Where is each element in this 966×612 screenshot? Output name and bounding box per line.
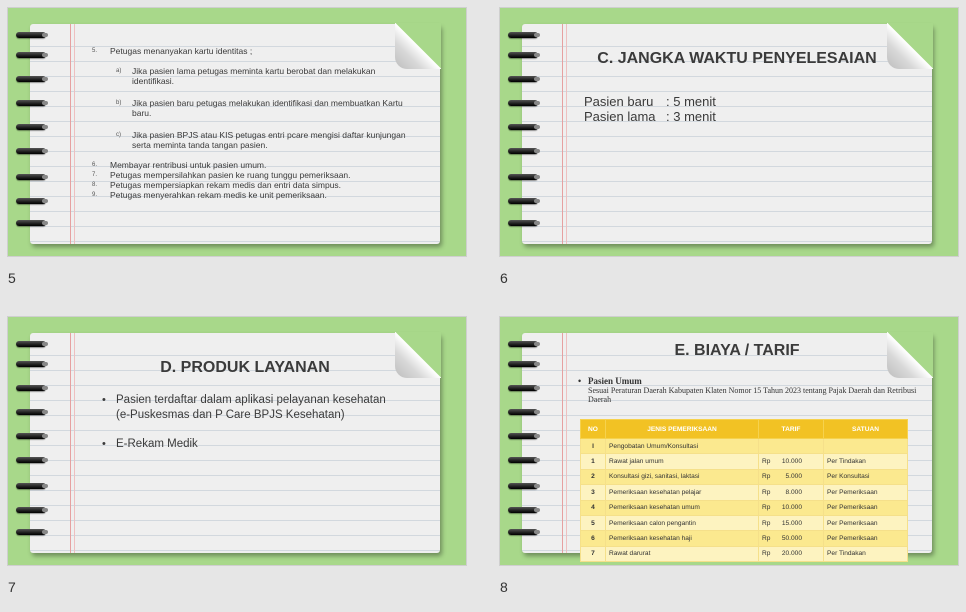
sub-item: b) Jika pasien baru petugas melakukan identifikasi dan membuatkan Kartu baru.	[116, 98, 403, 118]
table-cell: Pemeriksaan kesehatan pelajar	[606, 485, 759, 500]
table-cell: Per Pemeriksaan	[824, 531, 908, 546]
spiral-binding-icon	[16, 323, 50, 559]
table-row	[581, 531, 908, 546]
notebook-paper	[30, 24, 440, 244]
list-item: 6. Membayar rentribusi untuk pasien umum.	[92, 160, 267, 170]
table-cell: Pemeriksaan calon pengantin	[606, 515, 759, 530]
spiral-binding-icon	[16, 14, 50, 250]
tariff-amount: 8.000	[785, 488, 802, 496]
list-item: 5. Petugas menanyakan kartu identitas ;	[92, 46, 253, 56]
spiral-ring	[508, 385, 538, 391]
sub-item: a) Jika pasien lama petugas meminta kartu berobat dan melakukan identifikasi.	[116, 66, 376, 86]
table-cell	[759, 531, 824, 546]
table-cell: 6	[581, 531, 606, 546]
table-cell: Pemeriksaan kesehatan haji	[606, 531, 759, 546]
notebook-paper	[30, 333, 440, 553]
procedure-list	[86, 46, 416, 200]
spiral-ring	[16, 174, 46, 180]
duration-row: Pasien baru : 5 menit	[584, 94, 716, 109]
spiral-ring	[16, 457, 46, 463]
spiral-ring	[16, 409, 46, 415]
table-cell	[759, 546, 824, 561]
table-cell: Per Tindakan	[824, 454, 908, 469]
table-cell	[759, 469, 824, 484]
tariff-amount: 5.000	[785, 473, 802, 481]
table-cell: Per Pemeriksaan	[824, 515, 908, 530]
table-row	[581, 515, 908, 530]
tariff-amount: 10.000	[781, 458, 802, 466]
tariff-amount: 20.000	[781, 550, 802, 558]
regulation-note: Sesuai Peraturan Daerah Kabupaten Klaten Nomor 15 Tahun 2023 tentang Pajak Daerah dan Retribusi Daerah	[588, 386, 917, 404]
spiral-ring	[508, 76, 538, 82]
spiral-ring	[16, 529, 46, 535]
table-row	[581, 454, 908, 469]
spiral-ring	[508, 457, 538, 463]
margin-line	[74, 24, 75, 244]
list-item: 7. Petugas mempersilahkan pasien ke ruang tunggu pemeriksaan.	[92, 170, 351, 180]
duration-row: Pasien lama : 3 menit	[584, 109, 716, 124]
table-cell: Rawat jalan umum	[606, 454, 759, 469]
table-cell: 3	[581, 485, 606, 500]
table-cell: I	[581, 439, 606, 454]
slide-thumbnail-6[interactable]	[500, 8, 958, 256]
currency-label: Rp	[762, 504, 771, 512]
spiral-ring	[16, 100, 46, 106]
spiral-ring	[508, 341, 538, 347]
table-body	[581, 439, 908, 562]
spiral-ring	[16, 220, 46, 226]
spiral-ring	[16, 52, 46, 58]
spiral-ring	[16, 385, 46, 391]
slide-thumbnail-8[interactable]	[500, 317, 958, 565]
currency-label: Rp	[762, 535, 771, 543]
table-cell: 5	[581, 515, 606, 530]
spiral-ring	[508, 198, 538, 204]
table-cell: 4	[581, 500, 606, 515]
list-item: 9. Petugas menyerahkan rekam medis ke unit pemeriksaan.	[92, 190, 327, 200]
spiral-ring	[16, 76, 46, 82]
table-cell	[759, 515, 824, 530]
spiral-binding-icon	[508, 14, 542, 250]
spiral-ring	[508, 100, 538, 106]
column-header: JENIS PEMERIKSAAN	[606, 420, 759, 439]
column-header: NO	[581, 420, 606, 439]
table-cell: Per Pemeriksaan	[824, 500, 908, 515]
spiral-ring	[508, 409, 538, 415]
margin-line	[562, 333, 563, 553]
spiral-ring	[508, 483, 538, 489]
table-cell	[759, 485, 824, 500]
column-header: SATUAN	[824, 420, 908, 439]
currency-label: Rp	[762, 519, 771, 527]
sub-item: c) Jika pasien BPJS atau KIS petugas entri pcare mengisi daftar kunjungan serta meminta tanda tangan pasien.	[116, 130, 406, 150]
spiral-ring	[508, 361, 538, 367]
table-cell: 2	[581, 469, 606, 484]
slide-number: 5	[8, 270, 16, 286]
currency-label: Rp	[762, 458, 771, 466]
spiral-ring	[508, 433, 538, 439]
table-header-row	[581, 420, 908, 439]
notebook-paper	[522, 24, 932, 244]
spiral-ring	[508, 220, 538, 226]
table-row	[581, 485, 908, 500]
spiral-ring	[16, 198, 46, 204]
slide-number: 6	[500, 270, 508, 286]
tariff-amount: 50.000	[781, 535, 802, 543]
spiral-ring	[508, 529, 538, 535]
table-cell: Per Tindakan	[824, 546, 908, 561]
slide-thumbnail-7[interactable]	[8, 317, 466, 565]
spiral-ring	[508, 148, 538, 154]
slide-number: 7	[8, 579, 16, 595]
spiral-ring	[508, 507, 538, 513]
table-cell: Pengobatan Umum/Konsultasi	[606, 439, 759, 454]
tariff-amount: 10.000	[781, 504, 802, 512]
list-item: 8. Petugas mempersiapkan rekam medis dan entri data simpus.	[92, 180, 342, 190]
slide-title: D. PRODUK LAYANAN	[160, 359, 330, 376]
slide-number: 8	[500, 579, 508, 595]
table-row	[581, 500, 908, 515]
table-cell: 1	[581, 454, 606, 469]
tariff-amount: 15.000	[781, 519, 802, 527]
slide-title: E. BIAYA / TARIF	[674, 342, 800, 359]
bullet-item: • Pasien terdaftar dalam aplikasi pelayanan kesehatan (e-Puskesmas dan P Care BPJS Kesehatan)	[102, 393, 402, 423]
currency-label: Rp	[762, 488, 771, 496]
tariff-table	[580, 419, 908, 562]
table-cell: 7	[581, 546, 606, 561]
margin-line	[566, 333, 567, 553]
spiral-ring	[16, 507, 46, 513]
table-cell: Konsultasi gizi, sanitasi, laktasi	[606, 469, 759, 484]
spiral-ring	[508, 174, 538, 180]
table-cell	[759, 439, 824, 454]
table-cell: Rawat darurat	[606, 546, 759, 561]
bullet-item: • E-Rekam Medik	[102, 437, 402, 452]
table-cell: Pemeriksaan kesehatan umum	[606, 500, 759, 515]
bullet-list	[102, 393, 402, 466]
table-cell: Per Konsultasi	[824, 469, 908, 484]
table-row	[581, 546, 908, 561]
spiral-ring	[16, 361, 46, 367]
slide-title: C. JANGKA WAKTU PENYELESAIAN	[597, 50, 877, 67]
tariff-header	[578, 377, 918, 404]
spiral-binding-icon	[508, 323, 542, 559]
spiral-ring	[508, 52, 538, 58]
spiral-ring	[16, 433, 46, 439]
duration-list	[584, 94, 716, 124]
slide-thumbnail-5[interactable]	[8, 8, 466, 256]
table-row	[581, 469, 908, 484]
spiral-ring	[16, 341, 46, 347]
currency-label: Rp	[762, 473, 771, 481]
column-header: TARIF	[759, 420, 824, 439]
subheading: • Pasien Umum	[578, 377, 918, 386]
table-cell	[759, 454, 824, 469]
margin-line	[70, 24, 71, 244]
spiral-ring	[16, 32, 46, 38]
spiral-ring	[508, 124, 538, 130]
table-cell	[759, 500, 824, 515]
spiral-ring	[16, 148, 46, 154]
table-cell	[824, 439, 908, 454]
notebook-paper	[522, 333, 932, 558]
spiral-ring	[16, 124, 46, 130]
currency-label: Rp	[762, 550, 771, 558]
spiral-ring	[16, 483, 46, 489]
table-cell: Per Pemeriksaan	[824, 485, 908, 500]
table-row	[581, 439, 908, 454]
spiral-ring	[508, 32, 538, 38]
